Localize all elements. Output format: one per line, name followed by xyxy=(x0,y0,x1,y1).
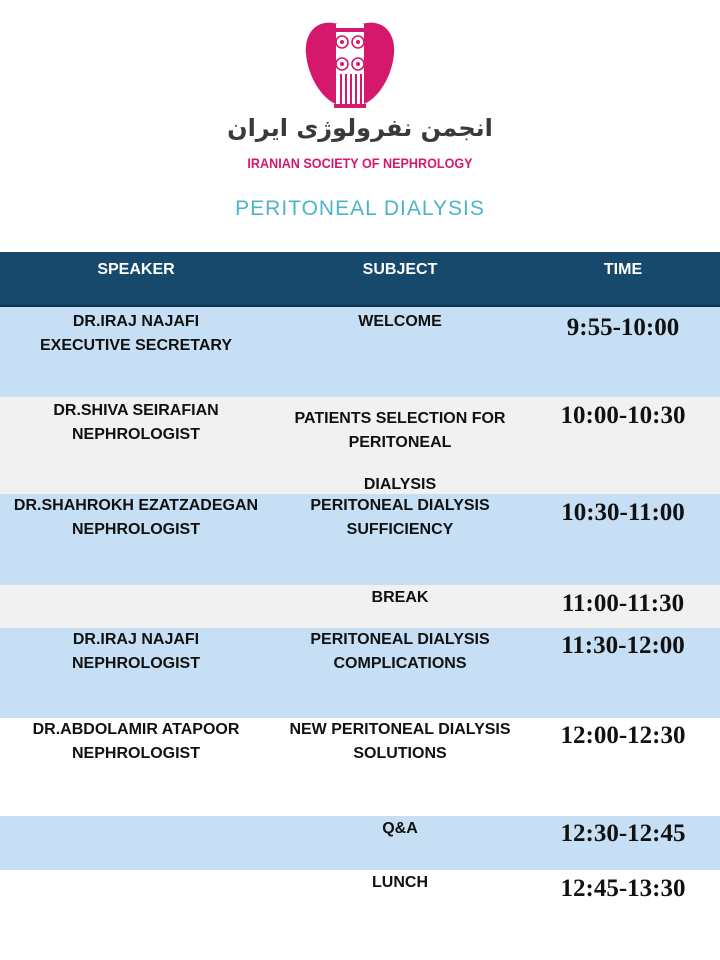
speaker-cell xyxy=(0,399,272,447)
speaker-cell xyxy=(0,718,272,766)
subject-line: LUNCH xyxy=(372,874,428,891)
time-cell: 10:00-10:30 xyxy=(560,402,686,429)
subject-line: NEW PERITONEAL DIALYSIS xyxy=(289,721,511,738)
subject-line: SUFFICIENCY xyxy=(346,521,454,538)
speaker-name: DR.IRAJ NAJAFI xyxy=(72,313,200,330)
speaker-name: DR.SHAHROKH EZATZADEGAN xyxy=(13,497,259,514)
subject-line: PATIENTS SELECTION FOR xyxy=(294,410,506,427)
header-time: TIME xyxy=(603,261,643,278)
subject-cell xyxy=(262,407,538,473)
subject-line: PERITONEAL DIALYSIS xyxy=(310,497,490,514)
speaker-role: EXECUTIVE SECRETARY xyxy=(39,337,233,354)
table-row xyxy=(0,494,720,585)
subject-cell xyxy=(262,586,538,610)
speaker-role: NEPHROLOGIST xyxy=(71,521,200,538)
table-row xyxy=(0,816,720,870)
header-speaker: SPEAKER xyxy=(97,261,175,278)
subject-line-overflow: DIALYSIS xyxy=(363,476,437,493)
society-name-english: IRANIAN SOCIETY OF NEPHROLOGY xyxy=(247,155,473,171)
subject-line: PERITONEAL xyxy=(348,434,452,451)
society-name-persian: انجمن نفرولوژی ایران xyxy=(227,114,493,142)
page-title: PERITONEAL DIALYSIS xyxy=(235,197,485,220)
subject-cell xyxy=(262,628,538,676)
speaker-cell xyxy=(0,494,272,542)
speaker-role: NEPHROLOGIST xyxy=(71,745,200,762)
subject-cell xyxy=(262,310,538,334)
subject-cell xyxy=(262,817,538,841)
time-cell: 9:55-10:00 xyxy=(566,314,680,341)
time-cell: 11:30-12:00 xyxy=(561,632,685,659)
table-row xyxy=(0,628,720,718)
society-logo xyxy=(300,18,400,110)
speaker-role: NEPHROLOGIST xyxy=(71,426,200,443)
table-row xyxy=(0,585,720,628)
subject-line: SOLUTIONS xyxy=(353,745,447,762)
speaker-name: DR.SHIVA SEIRAFIAN xyxy=(53,402,219,419)
table-row xyxy=(0,870,720,960)
speaker-cell xyxy=(0,628,272,676)
subject-line: Q&A xyxy=(382,820,418,837)
time-cell: 11:00-11:30 xyxy=(561,590,685,617)
time-cell: 12:45-13:30 xyxy=(560,875,686,902)
subject-cell xyxy=(262,494,538,542)
header-subject: SUBJECT xyxy=(362,261,438,278)
table-row xyxy=(0,307,720,397)
time-cell: 10:30-11:00 xyxy=(561,499,685,526)
subject-line: PERITONEAL DIALYSIS xyxy=(310,631,490,648)
speaker-name: DR.ABDOLAMIR ATAPOOR xyxy=(32,721,240,738)
subject-line: COMPLICATIONS xyxy=(333,655,467,672)
subject-cell xyxy=(262,718,538,766)
subject-line: BREAK xyxy=(371,589,429,606)
speaker-name: DR.IRAJ NAJAFI xyxy=(72,631,200,648)
time-cell: 12:30-12:45 xyxy=(560,820,686,847)
time-cell: 12:00-12:30 xyxy=(560,722,686,749)
speaker-cell xyxy=(0,310,272,358)
speaker-role: NEPHROLOGIST xyxy=(71,655,200,672)
subject-line: WELCOME xyxy=(358,313,442,330)
table-header xyxy=(0,252,720,307)
table-row xyxy=(0,718,720,816)
subject-cell xyxy=(262,871,538,895)
